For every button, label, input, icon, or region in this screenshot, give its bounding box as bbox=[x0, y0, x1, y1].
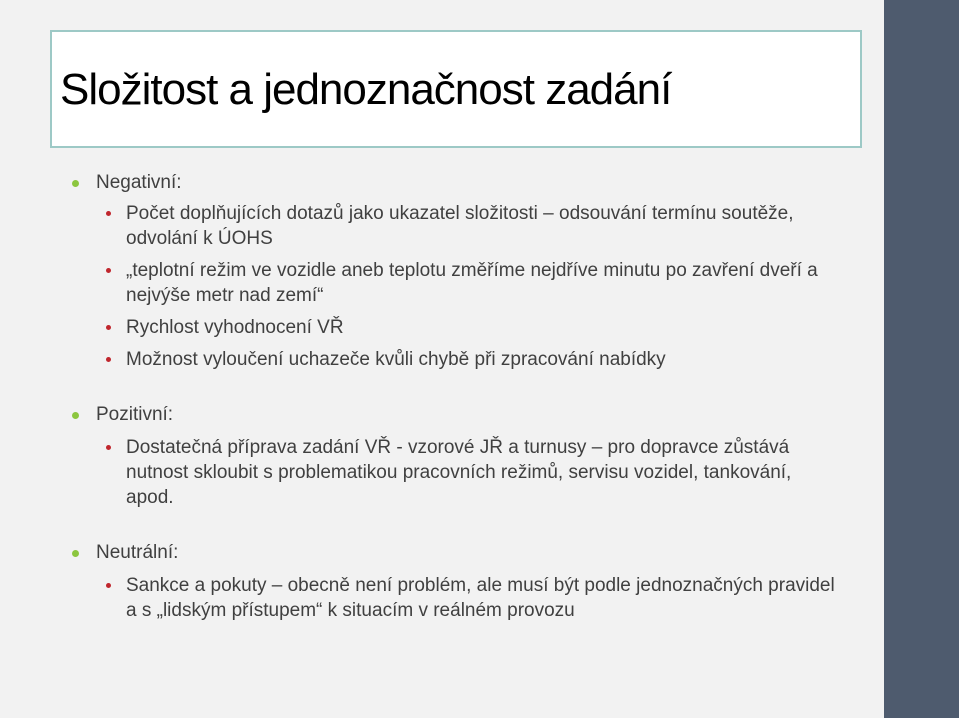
section-heading-label: Pozitivní: bbox=[96, 404, 174, 425]
section-heading bbox=[70, 402, 870, 428]
section-heading bbox=[70, 540, 870, 566]
list-item bbox=[126, 435, 870, 510]
list-item bbox=[126, 573, 870, 623]
title-box bbox=[50, 30, 862, 148]
section-negative bbox=[70, 170, 870, 372]
list-item-text: Rychlost vyhodnocení VŘ bbox=[126, 317, 344, 338]
list-item bbox=[126, 201, 870, 251]
list-item-text: Počet doplňujících dotazů jako ukazatel složitosti – odsouvání termínu soutěže, odvolání k ÚOHS bbox=[126, 203, 794, 249]
bullet-icon bbox=[72, 180, 79, 187]
bullet-icon bbox=[106, 445, 111, 450]
bullet-icon bbox=[106, 268, 111, 273]
section-heading-label: Neutrální: bbox=[96, 542, 179, 563]
bullet-icon bbox=[106, 211, 111, 216]
list-item-text: Dostatečná příprava zadání VŘ - vzorové JŘ a turnusy – pro dopravce zůstává nutnost skloubit s problematikou pracovních režimů, servisu vozidel, tankování, apod. bbox=[126, 437, 792, 508]
bullet-icon bbox=[72, 412, 79, 419]
section-heading-label: Negativní: bbox=[96, 172, 182, 193]
list-item-text: „teplotní režim ve vozidle aneb teplotu změříme nejdříve minutu po zavření dveří a nejvýše metr nad zemí“ bbox=[126, 260, 818, 306]
bullet-icon bbox=[106, 325, 111, 330]
bullet-icon bbox=[106, 583, 111, 588]
section-positive bbox=[70, 402, 870, 510]
decorative-side-band bbox=[884, 0, 959, 718]
bullet-icon bbox=[72, 550, 79, 557]
list-item bbox=[126, 258, 870, 308]
section-neutral bbox=[70, 540, 870, 623]
slide-title: Složitost a jednoznačnost zadání bbox=[60, 65, 672, 114]
bullet-icon bbox=[106, 357, 111, 362]
list-item bbox=[126, 347, 870, 372]
list-item-text: Možnost vyloučení uchazeče kvůli chybě při zpracování nabídky bbox=[126, 349, 666, 370]
list-item-text: Sankce a pokuty – obecně není problém, ale musí být podle jednoznačných pravidel a s „lidským přístupem“ k situacím v reálném provozu bbox=[126, 575, 835, 621]
list-item bbox=[126, 315, 870, 340]
section-heading bbox=[70, 170, 870, 196]
